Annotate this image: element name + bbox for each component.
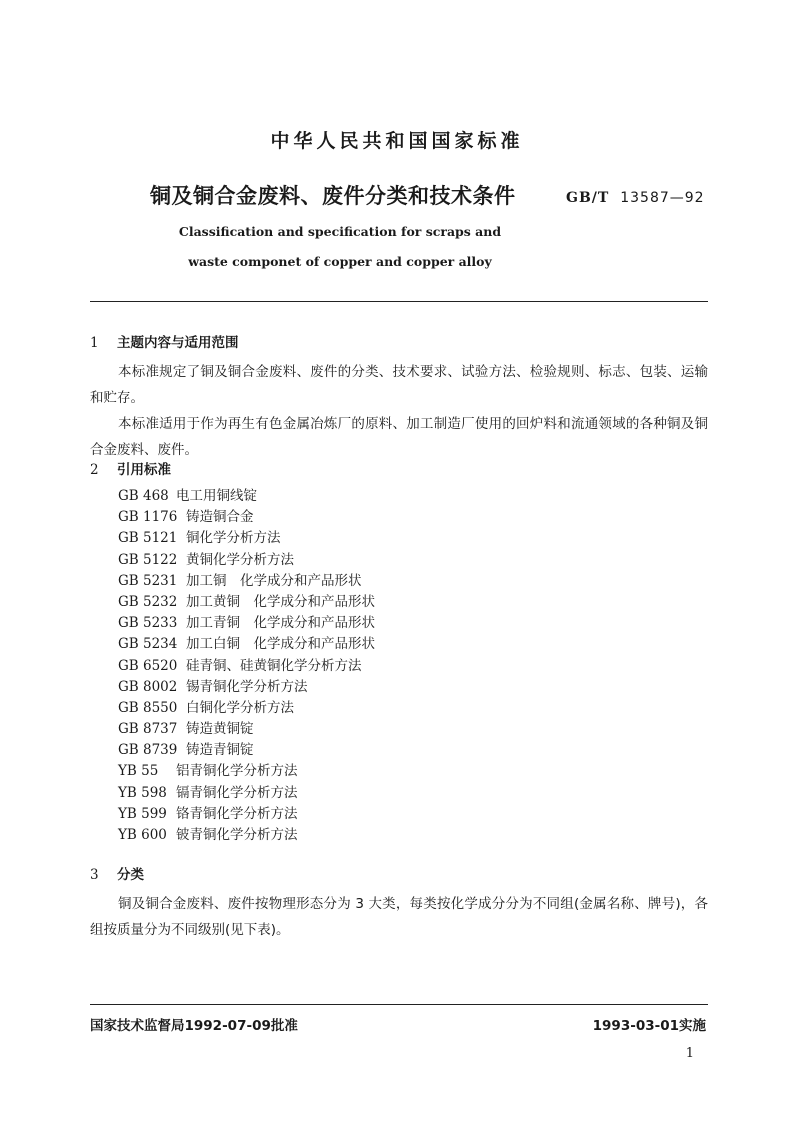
reference-item: [118, 613, 375, 634]
section-title: 引用标准: [117, 462, 171, 478]
reference-item: [118, 550, 375, 571]
reference-item: [118, 698, 375, 719]
reference-item: [118, 486, 375, 507]
reference-item: [118, 592, 375, 613]
reference-item: [118, 761, 375, 782]
national-standard-heading: 中华人民共和国国家标准: [270, 130, 524, 152]
reference-title: 铝青铜化学分析方法: [176, 763, 298, 780]
reference-code: YB 599: [118, 805, 167, 822]
reference-title: 电工用铜线锭: [176, 488, 257, 504]
reference-title: 白铜化学分析方法: [186, 699, 294, 716]
reference-item: [118, 528, 375, 549]
reference-title: 铜化学分析方法: [186, 530, 281, 547]
reference-code: GB 8002: [118, 678, 178, 695]
reference-code: YB 55: [118, 763, 159, 780]
reference-title: 铍青铜化学分析方法: [176, 827, 298, 843]
reference-code: GB 8737: [118, 721, 178, 738]
reference-title: 加工铜 化学成分和产品形状: [186, 572, 362, 589]
reference-item: [118, 825, 375, 846]
reference-title: 硅青铜、硅黄铜化学分析方法: [186, 657, 362, 674]
reference-item: [118, 804, 375, 825]
page-number: 1: [685, 1046, 694, 1061]
reference-code: GB 5121: [118, 530, 178, 547]
section-3-paragraph-1: 铜及铜合金废料、废件按物理形态分为 3 大类，每类按化学成分分为不同组(金属名称、牌号)，各组按质量分为不同级别(见下表)。: [90, 896, 708, 938]
section-3-heading: [90, 863, 144, 883]
standard-code: 13587—92: [620, 190, 705, 206]
section-1-paragraph-1: 本标准规定了铜及铜合金废料、废件的分类、技术要求、试验方法、检验规则、标志、包装、运输和贮存。: [90, 364, 708, 406]
section-1-heading: [90, 331, 239, 351]
approval-issuer: 国家技术监督局1992-07-09批准: [90, 1018, 298, 1034]
reference-code: GB 468: [118, 488, 169, 504]
reference-title: 锡青铜化学分析方法: [186, 678, 308, 695]
reference-item: [118, 507, 375, 528]
reference-standards-list: [118, 486, 375, 846]
reference-item: [118, 634, 375, 655]
reference-title: 铸造黄铜锭: [186, 721, 254, 738]
reference-code: GB 8550: [118, 699, 178, 716]
effective-date: 1993-03-01实施: [592, 1018, 706, 1034]
footer-divider: [90, 1004, 708, 1005]
reference-item: [118, 783, 375, 804]
reference-code: GB 5231: [118, 572, 178, 589]
reference-code: GB 8739: [118, 742, 178, 759]
reference-code: GB 5233: [118, 615, 178, 632]
section-title: 分类: [117, 867, 144, 883]
standard-title-english-line1: Classification and specification for scraps and: [178, 224, 502, 239]
reference-code: GB 1176: [118, 509, 178, 526]
reference-title: 加工白铜 化学成分和产品形状: [186, 636, 375, 653]
reference-code: YB 598: [118, 784, 167, 801]
standard-title-chinese: 铜及铜合金废料、废件分类和技术条件: [150, 184, 516, 208]
reference-code: GB 6520: [118, 657, 178, 674]
header-divider: [90, 301, 708, 302]
reference-code: GB 5234: [118, 636, 178, 653]
standard-title-english-line2: waste componet of copper and copper alloy: [188, 254, 492, 269]
reference-item: [118, 656, 375, 677]
reference-title: 黄铜化学分析方法: [186, 551, 294, 568]
section-title: 主题内容与适用范围: [117, 335, 239, 351]
reference-title: 加工青铜 化学成分和产品形状: [186, 615, 375, 632]
reference-item: [118, 571, 375, 592]
section-number: 1: [90, 335, 99, 351]
standard-number: [566, 190, 705, 206]
reference-title: 镉青铜化学分析方法: [176, 784, 298, 801]
section-number: 2: [90, 462, 99, 478]
reference-code: GB 5122: [118, 551, 178, 568]
reference-item: [118, 740, 375, 761]
reference-item: [118, 677, 375, 698]
section-2-heading: [90, 458, 171, 478]
reference-title: 加工黄铜 化学成分和产品形状: [186, 593, 375, 610]
reference-code: YB 600: [118, 827, 167, 843]
reference-title: 铸造铜合金: [186, 509, 254, 526]
reference-code: GB 5232: [118, 593, 178, 610]
reference-title: 铸造青铜锭: [186, 742, 254, 759]
reference-item: [118, 719, 375, 740]
section-number: 3: [90, 867, 99, 883]
reference-title: 铬青铜化学分析方法: [176, 805, 298, 822]
standard-prefix: GB/T: [566, 190, 610, 206]
section-1-paragraph-2: 本标准适用于作为再生有色金属冶炼厂的原料、加工制造厂使用的回炉料和流通领域的各种铜及铜合金废料、废件。: [90, 416, 708, 458]
